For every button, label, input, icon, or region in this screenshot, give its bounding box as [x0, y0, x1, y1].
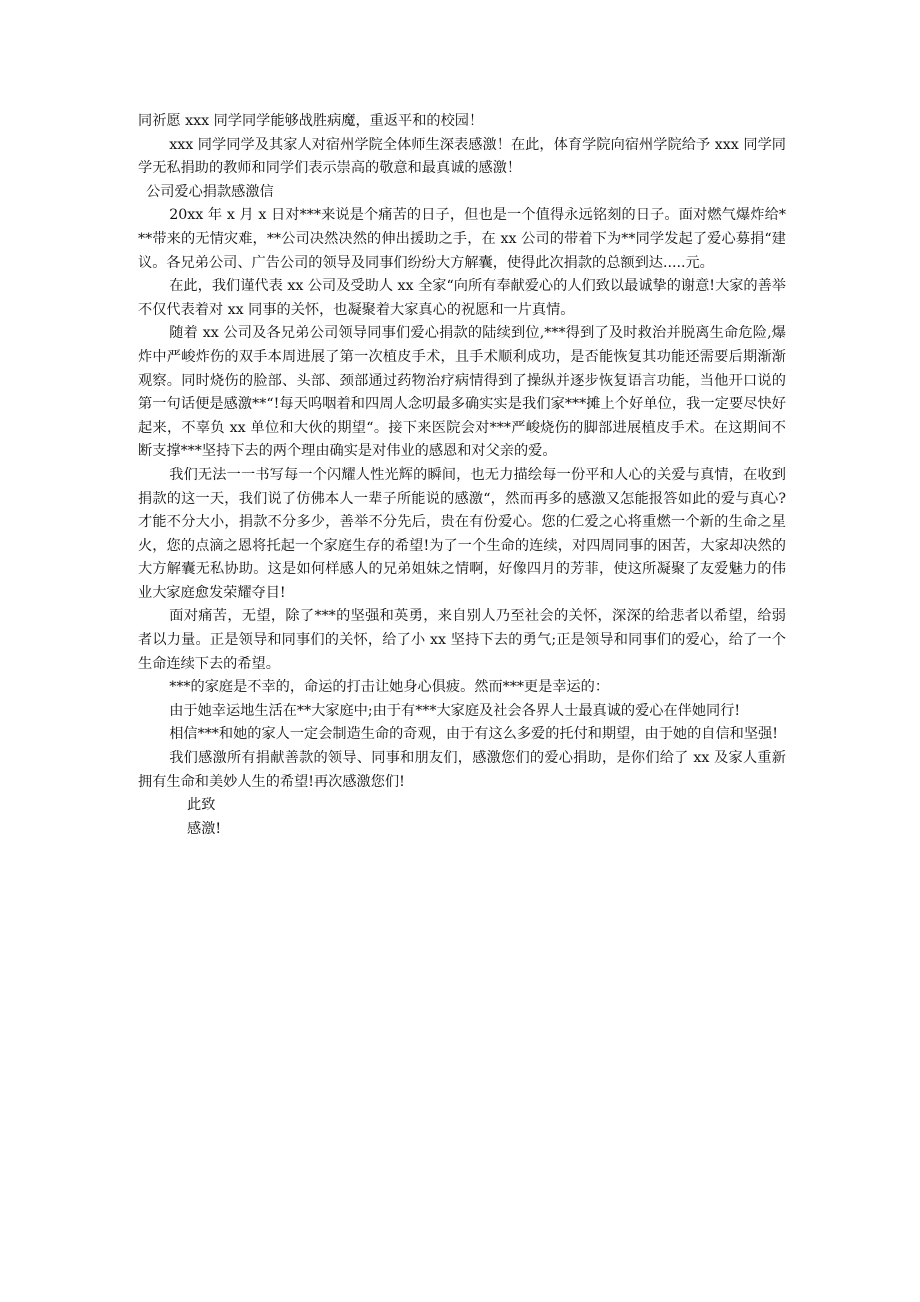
body-paragraph-9: 我们感激所有捐献善款的领导、同事和朋友们，感激您们的爱心捐助，是你们给了 xx 及家人重新拥有生命和美妙人生的希望!再次感激您们! — [138, 750, 786, 790]
body-paragraph-7: 由于她幸运地生活在**大家庭中;由于有***大家庭及社会各界人士最真诚的爱心在伴她同行! — [169, 702, 741, 719]
body-paragraph-5: 面对痛苦，无望，除了***的坚强和英勇，来自别人乃至社会的关怀，深深的给悲者以希望，给弱者以力量。正是领导和同事们的关怀，给了小 xx 坚持下去的勇气;正是领导和同事们的爱心，给了一个生命连续下去的希望。 — [138, 608, 786, 672]
body-paragraph-6: ***的家庭是不幸的，命运的打击让她身心俱疲。然而***更是幸运的： — [169, 679, 610, 696]
document-page — [138, 110, 786, 841]
paragraph-intro-2: xxx 同学同学及其家人对宿州学院全体师生深表感激！在此，体育学院向宿州学院给予 xxx 同学同学无私捐助的教师和同学们表示崇高的敬意和最真诚的感激！ — [138, 136, 786, 177]
closing-thanks: 感激! — [187, 820, 222, 837]
body-paragraph-3: 随着 xx 公司及各兄弟公司领导同事们爱心捐款的陆续到位,***得到了及时救治并脱离生命危险,爆炸中严峻炸伤的双手本周进展了第一次植皮手术，且手术顺利成功，是否能恢复其功能还需要后期渐渐观察。同时烧伤的脸部、头部、颈部通过药物治疗病情得到了操纵并逐步恢复语言功能，当他开口说的第一句话便是感激**“!每天呜咽着和四周人念叨最多确实实是我们家***摊上个好单位，我一定要尽快好起来，不辜负 xx 单位和大伙的期望“。接下来医院会对***严峻烧伤的脚部进展植皮手术。在这期间不断支撑***坚持下去的两个理由确实是对伟业的感恩和对父亲的爱。 — [138, 325, 786, 460]
body-paragraph-1: 20xx 年 x 月 x 日对***来说是个痛苦的日子，但也是一个值得永远铭刻的日子。面对燃气爆炸给***带来的无情灾难，**公司决然决然的伸出援助之手，在 xx 公司的带着下为**同学发起了爱心募捐“建议。各兄弟公司、广告公司的领导及同事们纷纷大方解囊，使得此次捐款的总额到达.....元。 — [138, 207, 786, 271]
paragraph-intro-1: 同祈愿 xxx 同学同学能够战胜病魔，重返平和的校园！ — [138, 113, 484, 129]
closing-salutation: 此致 — [187, 797, 216, 814]
section-heading: 公司爱心捐款感激信 — [146, 183, 274, 200]
body-paragraph-4: 我们无法一一书写每一个闪耀人性光辉的瞬间，也无力描绘每一份平和人心的关爱与真情，在收到捐款的这一天，我们说了仿佛本人一辈子所能说的感激“，然而再多的感激又怎能报答如此的爱与真心?才能不分大小，捐款不分多少，善举不分先后，贵在有份爱心。您的仁爱之心将重燃一个新的生命之星火，您的点滴之恩将托起一个家庭生存的希望!为了一个生命的连续，对四周同事的困苦，大家却决然的大方解囊无私协助。这是如何样感人的兄弟姐妹之情啊，好像四月的芳菲，使这所凝聚了友爱魅力的伟业大家庭愈发荣耀夺目! — [138, 466, 786, 601]
body-paragraph-2: 在此，我们谨代表 xx 公司及受助人 xx 全家“向所有奉献爱心的人们致以最诚挚的谢意!大家的善举不仅代表着对 xx 同事的关怀，也凝聚着大家真心的祝愿和一片真情。 — [138, 278, 786, 318]
body-paragraph-8: 相信***和她的家人一定会制造生命的奇观，由于有这么多爱的托付和期望，由于她的自信和坚强! — [169, 726, 778, 743]
